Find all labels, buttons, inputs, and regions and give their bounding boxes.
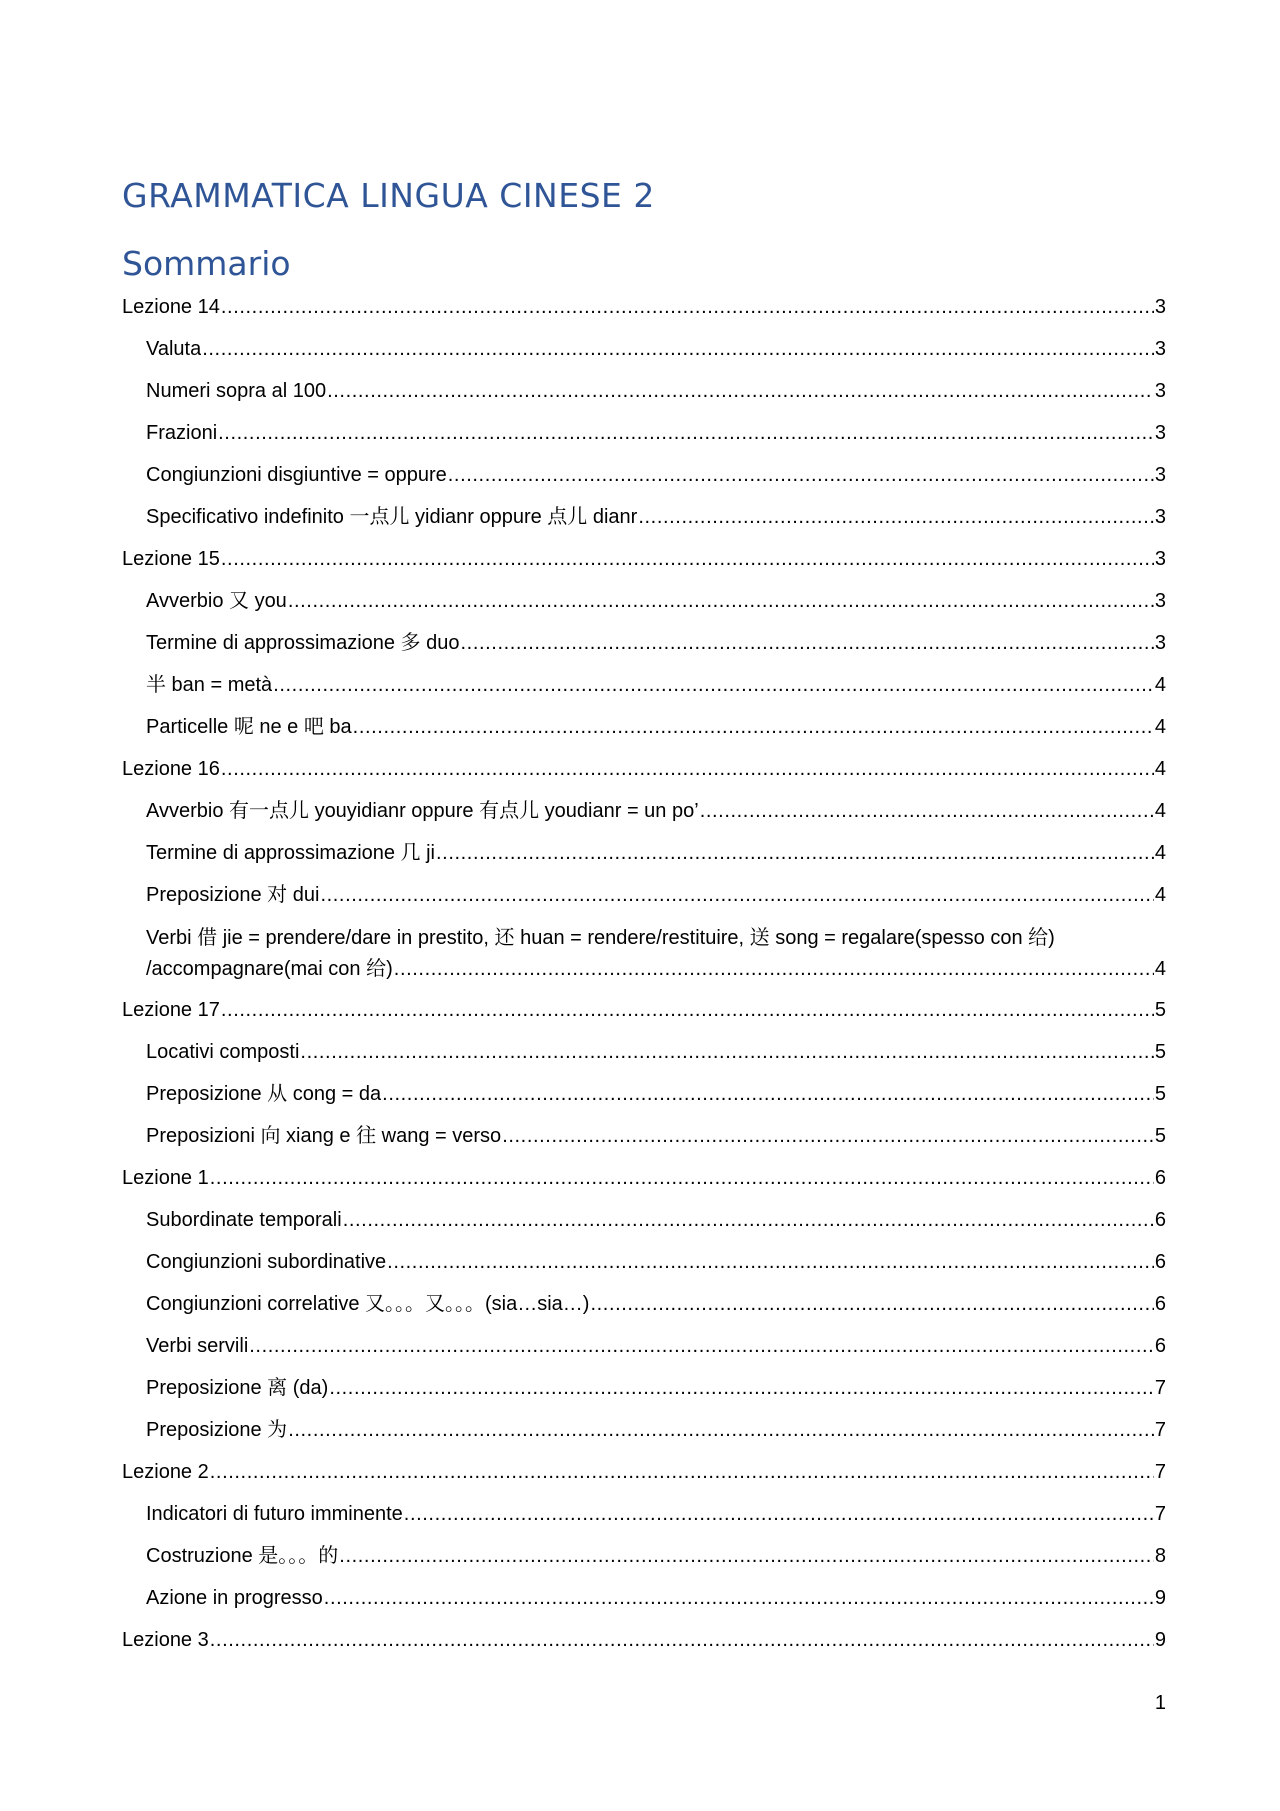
dot-leader: [461, 629, 1154, 658]
toc-entry-verbi-jie[interactable]: [122, 923, 1166, 985]
toc-entry-verbi-servili[interactable]: [122, 1332, 1166, 1361]
dot-leader: [210, 1164, 1154, 1193]
toc-entry-page: 6: [1154, 1209, 1166, 1231]
dot-leader: [590, 1290, 1153, 1319]
dot-leader: [502, 1122, 1154, 1151]
toc-entry-label: Preposizione 从 cong = da: [146, 1083, 382, 1105]
dot-leader: [221, 755, 1154, 784]
toc-entry-label: Frazioni: [146, 422, 218, 444]
dot-leader: [221, 545, 1154, 574]
toc-entry-label: Valuta: [146, 338, 202, 360]
toc-entry-page: 4: [1154, 884, 1166, 906]
toc-entry-page: 6: [1154, 1335, 1166, 1357]
dot-leader: [700, 797, 1154, 826]
toc-entry-page: 6: [1154, 1167, 1166, 1189]
dot-leader: [210, 1626, 1154, 1655]
toc-entry-label: Subordinate temporali: [146, 1209, 342, 1231]
table-of-contents: [122, 293, 1166, 1668]
toc-entry-page: 6: [1154, 1293, 1166, 1315]
toc-entry-label: Costruzione 是。。。的: [146, 1545, 339, 1567]
toc-entry-label: Congiunzioni subordinative: [146, 1251, 387, 1273]
toc-entry-preposizione-wei[interactable]: [122, 1416, 1166, 1445]
toc-entry-frazioni[interactable]: [122, 419, 1166, 448]
dot-leader: [210, 1458, 1154, 1487]
toc-entry-label: Specificativo indefinito 一点儿 yidianr oppure 点儿 dianr: [146, 506, 638, 528]
dot-leader: [218, 419, 1154, 448]
toc-entry-page: 3: [1154, 296, 1166, 318]
toc-entry-label: Lezione 16: [122, 758, 220, 780]
toc-entry-label: 半 ban = metà: [146, 674, 273, 696]
toc-entry-lezione-1[interactable]: [122, 1164, 1166, 1193]
toc-entry-page: 7: [1154, 1419, 1166, 1441]
toc-entry-page: 4: [1154, 716, 1166, 738]
dot-leader: [353, 713, 1154, 742]
toc-entry-lezione-3[interactable]: [122, 1626, 1166, 1655]
toc-entry-label: Lezione 17: [122, 999, 220, 1021]
toc-entry-page: 3: [1154, 506, 1166, 528]
toc-entry-page: 4: [1154, 800, 1166, 822]
toc-entry-lezione-17[interactable]: [122, 996, 1166, 1025]
toc-heading: Sommario: [122, 244, 291, 283]
toc-entry-ban[interactable]: [122, 671, 1166, 700]
toc-entry-lezione-2[interactable]: [122, 1458, 1166, 1487]
dot-leader: [221, 293, 1154, 322]
toc-entry-locativi[interactable]: [122, 1038, 1166, 1067]
toc-entry-label: Verbi servili: [146, 1335, 249, 1357]
dot-leader: [320, 881, 1153, 910]
toc-entry-page: 4: [1154, 758, 1166, 780]
dot-leader: [404, 1500, 1154, 1529]
dot-leader: [273, 671, 1154, 700]
toc-entry-lezione-15[interactable]: [122, 545, 1166, 574]
toc-entry-page: 3: [1154, 338, 1166, 360]
toc-entry-page: 8: [1154, 1545, 1166, 1567]
toc-entry-approssimazione-duo[interactable]: [122, 629, 1166, 658]
toc-entry-label: Termine di approssimazione 多 duo: [146, 632, 460, 654]
toc-entry-label: Locativi composti: [146, 1041, 300, 1063]
toc-entry-label: Particelle 呢 ne e 吧 ba: [146, 716, 352, 738]
toc-entry-futuro-imminente[interactable]: [122, 1500, 1166, 1529]
toc-entry-label-line2: /accompagnare(mai con 给): [146, 958, 393, 980]
toc-entry-congiunzioni-correlative[interactable]: [122, 1290, 1166, 1319]
toc-entry-preposizione-dui[interactable]: [122, 881, 1166, 910]
toc-entry-page: 7: [1154, 1377, 1166, 1399]
dot-leader: [394, 954, 1154, 985]
dot-leader: [436, 839, 1154, 868]
toc-entry-page: 7: [1154, 1461, 1166, 1483]
toc-entry-label: Preposizione 对 dui: [146, 884, 320, 906]
dot-leader: [638, 503, 1154, 532]
dot-leader: [288, 587, 1154, 616]
toc-entry-lezione-16[interactable]: [122, 755, 1166, 784]
document-title: GRAMMATICA LINGUA CINESE 2: [122, 176, 655, 215]
toc-entry-page: 7: [1154, 1503, 1166, 1525]
dot-leader: [202, 335, 1154, 364]
toc-entry-label: Avverbio 又 you: [146, 590, 287, 612]
toc-entry-lezione-14[interactable]: [122, 293, 1166, 322]
toc-entry-avverbio-you[interactable]: [122, 587, 1166, 616]
toc-entry-label: Azione in progresso: [146, 1587, 323, 1609]
dot-leader: [324, 1584, 1154, 1613]
dot-leader: [249, 1332, 1154, 1361]
toc-entry-page: 3: [1154, 548, 1166, 570]
toc-entry-page: 9: [1154, 1629, 1166, 1651]
toc-entry-costruzione-shi-de[interactable]: [122, 1542, 1166, 1571]
toc-entry-label: Preposizioni 向 xiang e 往 wang = verso: [146, 1125, 502, 1147]
toc-entry-label-line1: Verbi 借 jie = prendere/dare in prestito, 还 huan = rendere/restituire, 送 song = regalare(spesso con 给): [146, 927, 1055, 949]
dot-leader: [300, 1038, 1153, 1067]
toc-entry-page: 3: [1154, 380, 1166, 402]
toc-entry-page: 4: [1154, 842, 1166, 864]
dot-leader: [382, 1080, 1154, 1109]
toc-entry-page: 4: [1154, 958, 1166, 980]
page-number: 1: [1154, 1692, 1166, 1714]
toc-entry-label: Lezione 2: [122, 1461, 209, 1483]
toc-entry-page: 3: [1154, 590, 1166, 612]
toc-entry-page: 5: [1154, 999, 1166, 1021]
toc-entry-numeri[interactable]: [122, 377, 1166, 406]
toc-entry-label: Lezione 14: [122, 296, 220, 318]
toc-entry-azione-in-progresso[interactable]: [122, 1584, 1166, 1613]
toc-entry-preposizioni-xiang-wang[interactable]: [122, 1122, 1166, 1151]
toc-entry-label: Congiunzioni correlative 又。。。又。。。(sia…sia…): [146, 1293, 590, 1315]
toc-entry-label: Lezione 1: [122, 1167, 209, 1189]
dot-leader: [339, 1542, 1154, 1571]
dot-leader: [327, 377, 1154, 406]
toc-entry-valuta[interactable]: [122, 335, 1166, 364]
dot-leader: [343, 1206, 1154, 1235]
toc-entry-label: Preposizione 为: [146, 1419, 288, 1441]
toc-entry-avverbio-youyidianr[interactable]: [122, 797, 1166, 826]
toc-entry-page: 5: [1154, 1041, 1166, 1063]
toc-entry-preposizione-li[interactable]: [122, 1374, 1166, 1403]
toc-entry-label: Numeri sopra al 100: [146, 380, 327, 402]
toc-entry-specificativo[interactable]: [122, 503, 1166, 532]
toc-entry-page: 5: [1154, 1083, 1166, 1105]
toc-entry-label: Termine di approssimazione 几 ji: [146, 842, 436, 864]
toc-entry-page: 5: [1154, 1125, 1166, 1147]
toc-entry-label: Indicatori di futuro imminente: [146, 1503, 403, 1525]
toc-entry-page: 3: [1154, 632, 1166, 654]
toc-entry-congiunzioni-disgiuntive[interactable]: [122, 461, 1166, 490]
dot-leader: [387, 1248, 1154, 1277]
toc-entry-particelle[interactable]: [122, 713, 1166, 742]
toc-entry-label: Avverbio 有一点儿 youyidianr oppure 有点儿 youdianr = un po’: [146, 800, 699, 822]
toc-entry-page: 6: [1154, 1251, 1166, 1273]
toc-entry-page: 3: [1154, 464, 1166, 486]
toc-entry-page: 3: [1154, 422, 1166, 444]
toc-entry-preposizione-cong[interactable]: [122, 1080, 1166, 1109]
toc-entry-approssimazione-ji[interactable]: [122, 839, 1166, 868]
toc-entry-label: Lezione 3: [122, 1629, 209, 1651]
dot-leader: [221, 996, 1154, 1025]
toc-entry-congiunzioni-subordinative[interactable]: [122, 1248, 1166, 1277]
toc-entry-label: Lezione 15: [122, 548, 220, 570]
dot-leader: [288, 1416, 1154, 1445]
toc-entry-subordinate[interactable]: [122, 1206, 1166, 1235]
dot-leader: [448, 461, 1154, 490]
toc-entry-label: Preposizione 离 (da): [146, 1377, 329, 1399]
toc-entry-page: 9: [1154, 1587, 1166, 1609]
dot-leader: [329, 1374, 1154, 1403]
toc-entry-label: Congiunzioni disgiuntive = oppure: [146, 464, 447, 486]
toc-entry-page: 4: [1154, 674, 1166, 696]
